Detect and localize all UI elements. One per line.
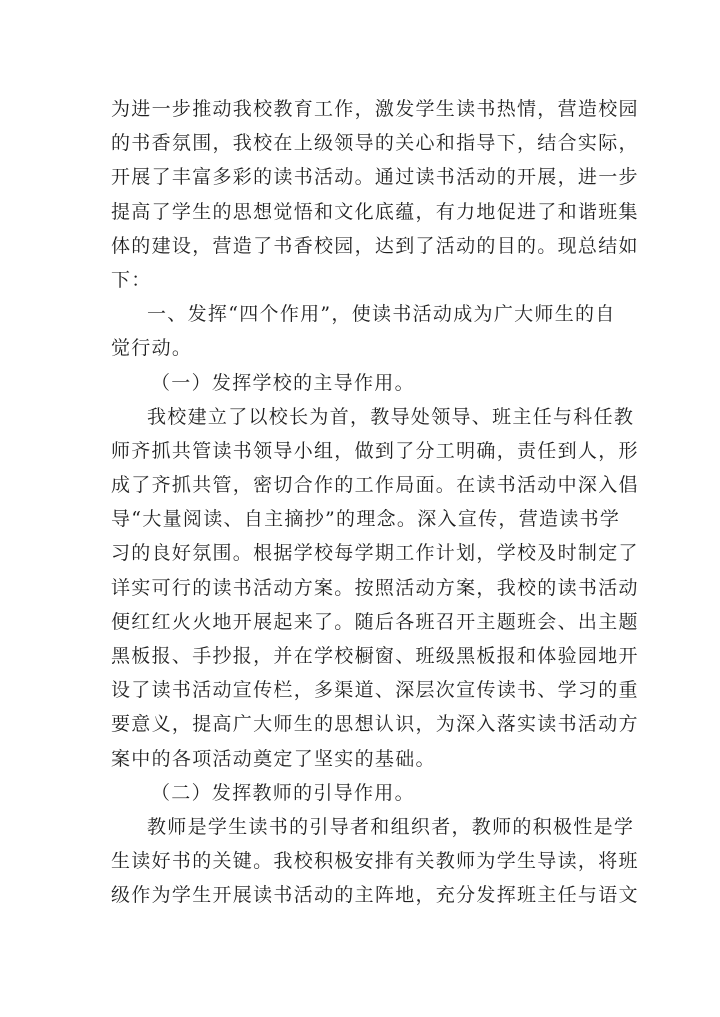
text-line: 便红红火火地开展起来了。随后各班召开主题班会、出主题 xyxy=(111,610,639,633)
text-line: 要意义，提高广大师生的思想认识，为深入落实读书活动方 xyxy=(111,713,639,736)
text-line: 级作为学生开展读书活动的主阵地，充分发挥班主任与语文 xyxy=(111,884,639,907)
text-line: 师齐抓共管读书领导小组，做到了分工明确，责任到人，形 xyxy=(111,439,639,462)
text-line: 黑板报、手抄报，并在学校橱窗、班级黑板报和体验园地开 xyxy=(111,645,639,667)
text-line: 体的建设，营造了书香校园，达到了活动的目的。现总结如 xyxy=(111,234,639,257)
text-line: 生读好书的关键。我校积极安排有关教师为学生导读，将班 xyxy=(111,850,639,873)
text-line: 案中的各项活动奠定了坚实的基础。 xyxy=(111,747,436,770)
text-line: 为进一步推动我校教育工作，激发学生读书热情，营造校园 xyxy=(111,98,639,120)
text-line: 提高了学生的思想觉悟和文化底蕴，有力地促进了和谐班集 xyxy=(111,200,639,223)
document-body xyxy=(111,92,639,913)
text-line: 详实可行的读书活动方案。按照活动方案，我校的读书活动 xyxy=(111,576,639,599)
text-line: 下： xyxy=(111,268,152,291)
text-line: 的书香氛围，我校在上级领导的关心和指导下，结合实际， xyxy=(111,132,639,155)
text-line: 导“大量阅读、自主摘抄”的理念。深入宣传，营造读书学 xyxy=(111,508,621,531)
text-line: 习的良好氛围。根据学校每学期工作计划，学校及时制定了 xyxy=(111,542,639,565)
text-line: 成了齐抓共管，密切合作的工作局面。在读书活动中深入倡 xyxy=(111,474,639,497)
text-line: 教师是学生读书的引导者和组织者，教师的积极性是学 xyxy=(147,815,635,838)
text-line: 设了读书活动宣传栏，多渠道、深层次宣传读书、学习的重 xyxy=(111,679,639,702)
subsection-heading: （二）发挥教师的引导作用。 xyxy=(151,781,415,804)
section-heading: 一、发挥“四个作用”，使读书活动成为广大师生的自 xyxy=(147,303,616,326)
subsection-heading: （一）发挥学校的主导作用。 xyxy=(151,371,415,394)
text-line: 开展了丰富多彩的读书活动。通过读书活动的开展，进一步 xyxy=(111,166,639,189)
text-line: 我校建立了以校长为首，教导处领导、班主任与科任教 xyxy=(147,405,635,428)
section-heading-continued: 觉行动。 xyxy=(111,337,193,360)
